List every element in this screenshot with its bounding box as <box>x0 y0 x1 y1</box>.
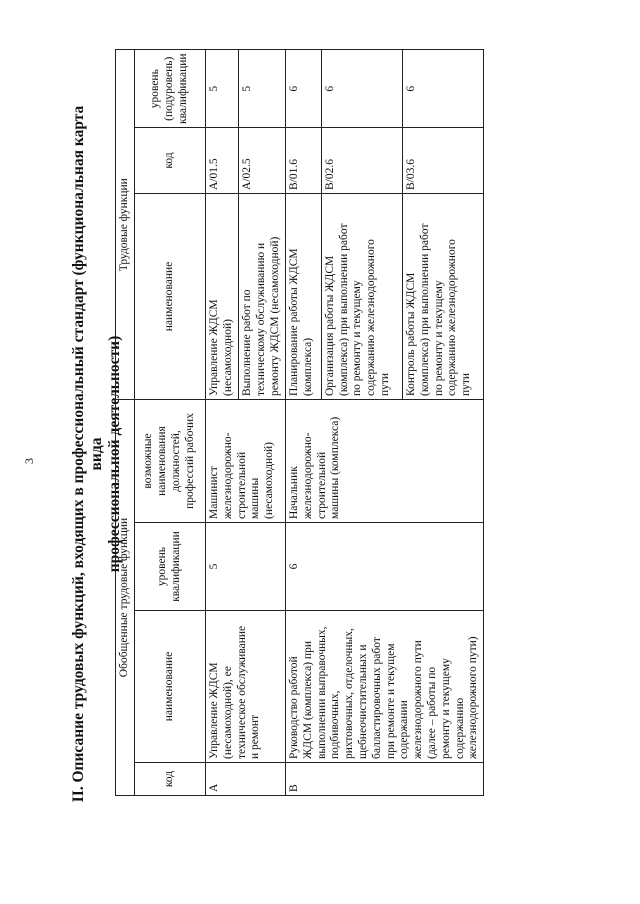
gtf-positions: Начальник железнодорожно- строительной машины (комплекса) <box>286 400 484 523</box>
col-tf-code-header: код <box>135 128 206 194</box>
tf-code: А/02.5 <box>239 128 286 194</box>
table-row <box>206 50 239 796</box>
gtf-name: Управление ЖДСМ (несамоходной), ее техническое обслуживание и ремонт <box>206 611 286 763</box>
col-name-header: наименование <box>135 611 206 763</box>
gtf-level: 6 <box>286 523 484 611</box>
tf-code: В/02.6 <box>321 128 402 194</box>
gtf-name: Руководство работой ЖДСМ (комплекса) при выполнении выправочных, подбивочных, рихтовочных, отделочных, щебнеочистительных и балластировочных работ при ремонте и текущем содержании железнодорожного пути (далее – работы по ремонту и текущему содержанию железнодорожного пути) <box>286 611 484 763</box>
col-code-header: код <box>135 763 206 796</box>
group-header-row <box>116 50 135 796</box>
tf-name: Управление ЖДСМ (несамоходной) <box>206 194 239 400</box>
col-level-header: уровень квалификации <box>135 523 206 611</box>
col-tf-name-header: наименование <box>135 194 206 400</box>
generalized-functions-header: Обобщенные трудовые функции <box>116 400 135 796</box>
gtf-level: 5 <box>206 523 286 611</box>
col-tf-level-header: уровень (подуровень) квалификации <box>135 50 206 128</box>
column-header-row <box>135 50 206 796</box>
section-title-line-1: II. Описание трудовых функций, входящих в профессиональный стандарт (функциональная карта вида <box>70 105 105 803</box>
tf-code: В/03.6 <box>402 128 483 194</box>
tf-code: В/01.6 <box>286 128 322 194</box>
gtf-code: В <box>286 763 484 796</box>
tf-level: 6 <box>321 50 402 128</box>
tf-level: 5 <box>206 50 239 128</box>
page-number: 3 <box>22 458 36 464</box>
gtf-code: А <box>206 763 286 796</box>
labor-functions-header: Трудовые функции <box>116 50 135 400</box>
tf-name: Контроль работы ЖДСМ (комплекса) при выполнении работ по ремонту и текущему содержанию железнодорожного пути <box>402 194 483 400</box>
tf-name: Организация работы ЖДСМ (комплекса) при выполнении работ по ремонту и текущему содержанию железнодорожного пути <box>321 194 402 400</box>
tf-code: А/01.5 <box>206 128 239 194</box>
tf-level: 6 <box>402 50 483 128</box>
tf-name: Планирование работы ЖДСМ (комплекса) <box>286 194 322 400</box>
col-positions-header: возможные наименования должностей, профессий рабочих <box>135 400 206 523</box>
functional-map-table <box>115 49 484 796</box>
tf-level: 5 <box>239 50 286 128</box>
tf-name: Выполнение работ по техническому обслуживанию и ремонту ЖДСМ (несамоходной) <box>239 194 286 400</box>
tf-level: 6 <box>286 50 322 128</box>
gtf-positions: Машинист железнодорожно- строительной машины (несамоходной) <box>206 400 286 523</box>
table-row <box>286 50 322 796</box>
section-title-line-2: профессиональной деятельности) <box>106 335 123 573</box>
